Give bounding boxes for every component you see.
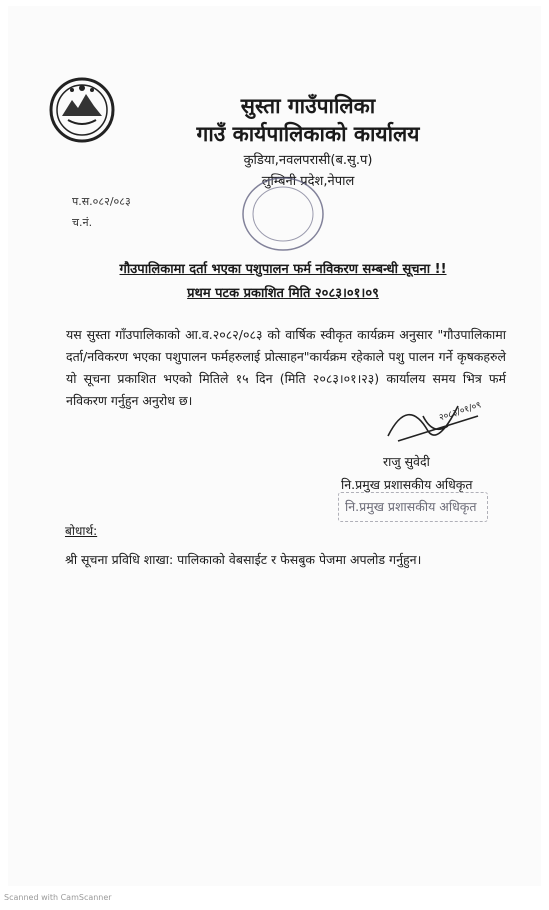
notice-body: यस सुस्ता गाँउपालिकाको आ.व.२०८२/०८३ को वार्षिक स्वीकृत कार्यक्रम अनुसार "गौउपालिकामा दर्ता/नविकरण भएका पशुपालन फर्महरुलाई प्रोत्साहन"कार्यक्रम रहेकाले पशु पालन गर्ने कृषकहरुले यो सूचना प्रकाशित भएको मितिले १५ दिन (मिति २०८३।०१।२३) कार्यालय समय भित्र फर्म नविकरण गर्नुहुन अनुरोध छ। — [66, 327, 506, 408]
letter-page — [8, 6, 541, 886]
fyi-item: श्री सूचना प्रविधि शाखा: पालिकाको वेबसाईट र फेसबुक पेजमा अपलोड गर्नुहुन। — [65, 552, 422, 567]
dispatch-number: च.नं. — [72, 216, 93, 229]
org-name: सुस्ता गाउँपालिका — [240, 94, 376, 118]
nepal-emblem-icon — [48, 76, 116, 144]
notice-published-date: प्रथम पटक प्रकाशित मिति २०८३।०१।०९ — [187, 286, 379, 301]
notice-title: गौउपालिकामा दर्ता भएका पशुपालन फर्म नविकरण सम्बन्धी सूचना !! — [119, 262, 447, 277]
office-name: गाउँ कार्यपालिकाको कार्यालय — [196, 122, 420, 146]
fyi-label: बोधार्थ: — [65, 524, 98, 538]
office-address: कुडिया,नवलपरासी(ब.सु.प) — [243, 153, 373, 168]
office-province: लुम्बिनी प्रदेश,नेपाल — [261, 174, 355, 189]
signature-date: २०८३/०१/०९ — [437, 400, 483, 424]
signatory-name: राजु सुवेदी — [383, 454, 430, 469]
scanner-watermark: Scanned with CamScanner — [4, 893, 112, 902]
office-stamp-icon — [240, 174, 326, 254]
letter-number: प.स.०८२/०८३ — [72, 195, 131, 208]
designation-stamp: नि.प्रमुख प्रशासकीय अधिकृत — [338, 492, 488, 522]
signatory-title: नि.प्रमुख प्रशासकीय अधिकृत — [341, 477, 473, 492]
